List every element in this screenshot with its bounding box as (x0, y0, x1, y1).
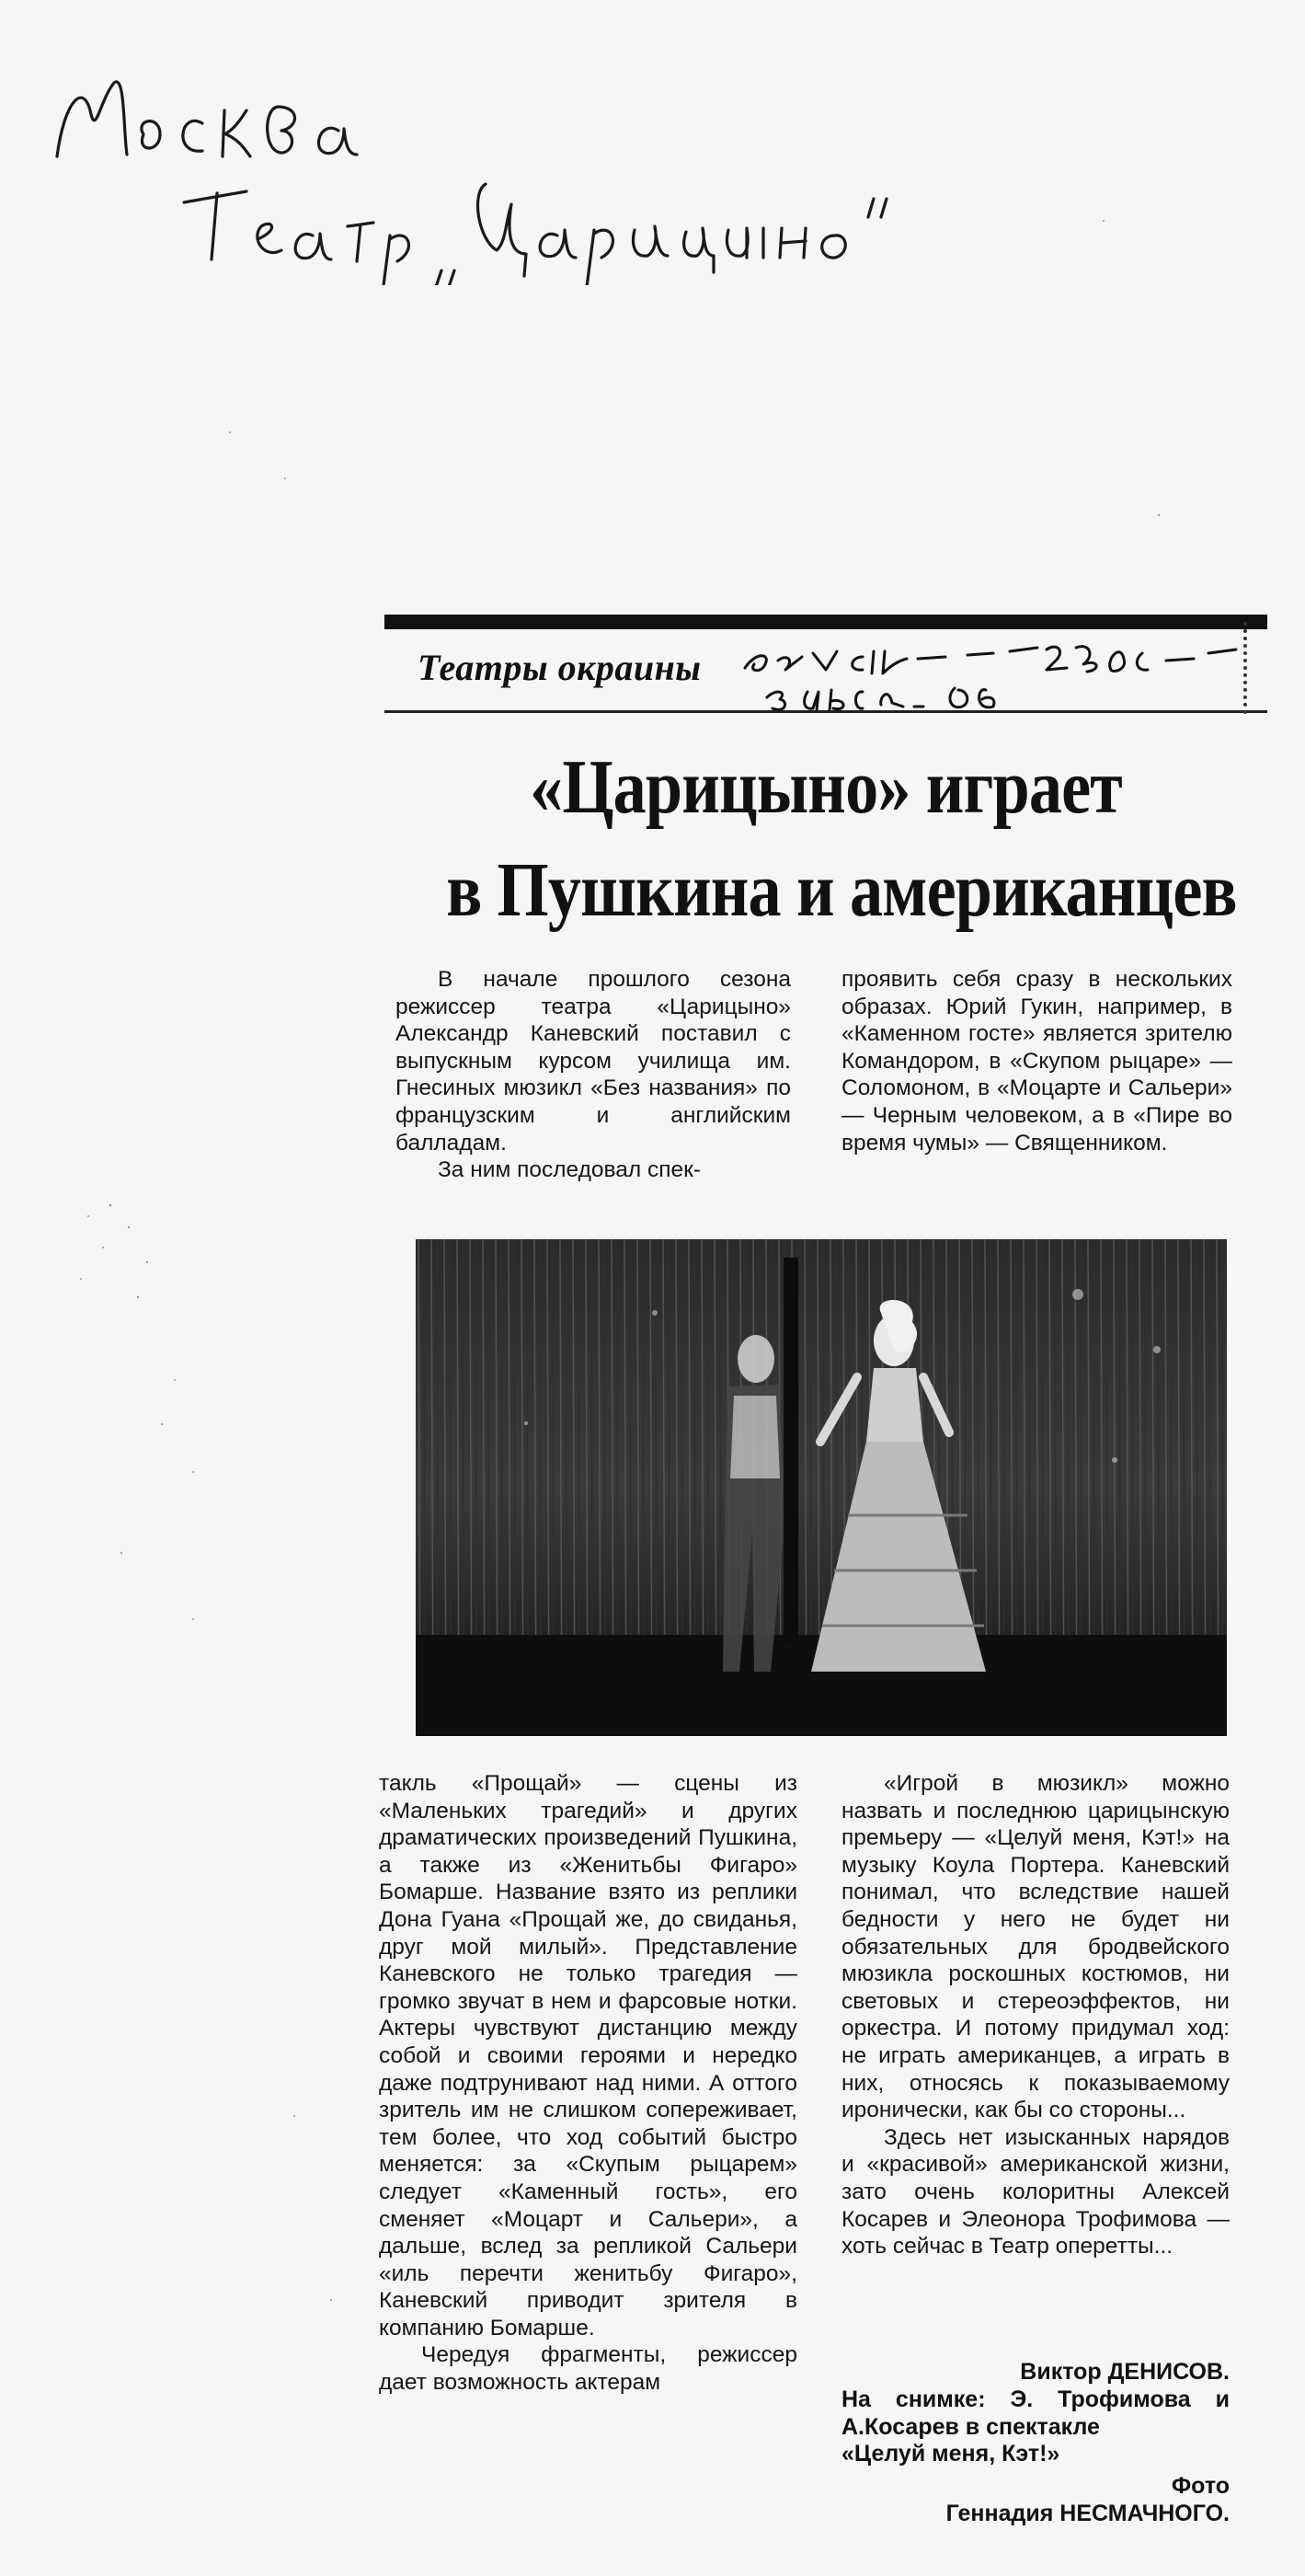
author-byline: Виктор ДЕНИСОВ. (1020, 2359, 1230, 2385)
text-column-2 (841, 966, 1232, 1156)
headline-line-2: в Пушкина и американцев (446, 847, 1237, 933)
date-stamp (734, 633, 1249, 714)
header-underline (384, 710, 1267, 713)
rubric-header (384, 615, 1267, 714)
paragraph: В начале прошлого сезона режиссер театра «Царицыно» Александр Каневский поставил с выпускным курсом училища им. Гнесиных мюзикл «Без названия» по французским и английским балладам. (395, 967, 791, 1156)
stage-photo (416, 1239, 1227, 1736)
headline-line-1: «Царицыно» играет (530, 744, 1122, 830)
photo-credit (841, 2473, 1230, 2527)
photo-caption (841, 2386, 1230, 2468)
article-headline (446, 736, 1237, 942)
paragraph: такль «Прощай» — сцены из «Маленьких трагедий» и других драматических произведений Пушкина, а также из «Женитьбы Фигаро» Бомарше. Название взято из реплики Дона Гуана «Прощай же, до свиданья, друг мой милый». Представление Каневского не только трагедия — громко звучат в нем и фарсовые нотки. Актеры чувствуют дистанцию между собой и своими героями и нередко даже подтрунивают над ними. А оттого зритель им не слишком сопереживает, тем более, что ход событий быстро меняется: за «Скупым рыцарем» следует «Каменный гость», его сменяет «Моцарт и Сальери», а дальше, вслед за репликой Сальери «иль перечти женитьбу Фигаро», Каневский приводит зрителя в компанию Бомарше. (379, 1771, 797, 2340)
margin-mark (1243, 622, 1258, 714)
handwritten-note (46, 46, 947, 285)
text-column-3 (379, 1770, 797, 2397)
paragraph: Чередуя фрагменты, режиссер дает возможность актерам (379, 2342, 797, 2396)
credit-line: Фото (1171, 2473, 1230, 2499)
header-rule (384, 615, 1267, 629)
paragraph: За ним последовал спек- (438, 1157, 702, 1183)
credit-line: Геннадия НЕСМАЧНОГО. (945, 2500, 1230, 2526)
caption-line: На снимке: Э. Трофимова и А.Косарев в спектакле (841, 2386, 1230, 2440)
text-column-1 (395, 966, 791, 1184)
caption-line: «Целуй меня, Кэт!» (841, 2441, 1060, 2467)
rubric-label: Театры окраины (418, 647, 702, 688)
text-column-4 (841, 1770, 1230, 2260)
paragraph: проявить себя сразу в нескольких образах. Юрий Гукин, например, в «Каменном госте» является зрителю Командором, в «Скупом рыцаре» — Соломоном, в «Моцарте и Сальери» — Черным человеком, а в «Пире во время чумы» — Священником. (841, 967, 1232, 1156)
paragraph: Здесь нет изысканных нарядов и «красивой» американской жизни, зато очень колоритны Алексей Косарев и Элеонора Трофимова — хоть сейчас в Театр оперетты... (841, 2124, 1230, 2260)
paragraph: «Игрой в мюзикл» можно назвать и последнюю царицынскую премьеру — «Целуй меня, Кэт!» на музыку Коула Портера. Каневский понимал, что вследствие нашей бедности у него не будет ни обязательных для бродвейского мюзикла роскошных костюмов, ни световых и стереоэффектов, ни оркестра. И потому придумал ход: не играть американцев, а играть в них, относясь к показываемому иронически, как бы со стороны... (841, 1771, 1230, 2123)
